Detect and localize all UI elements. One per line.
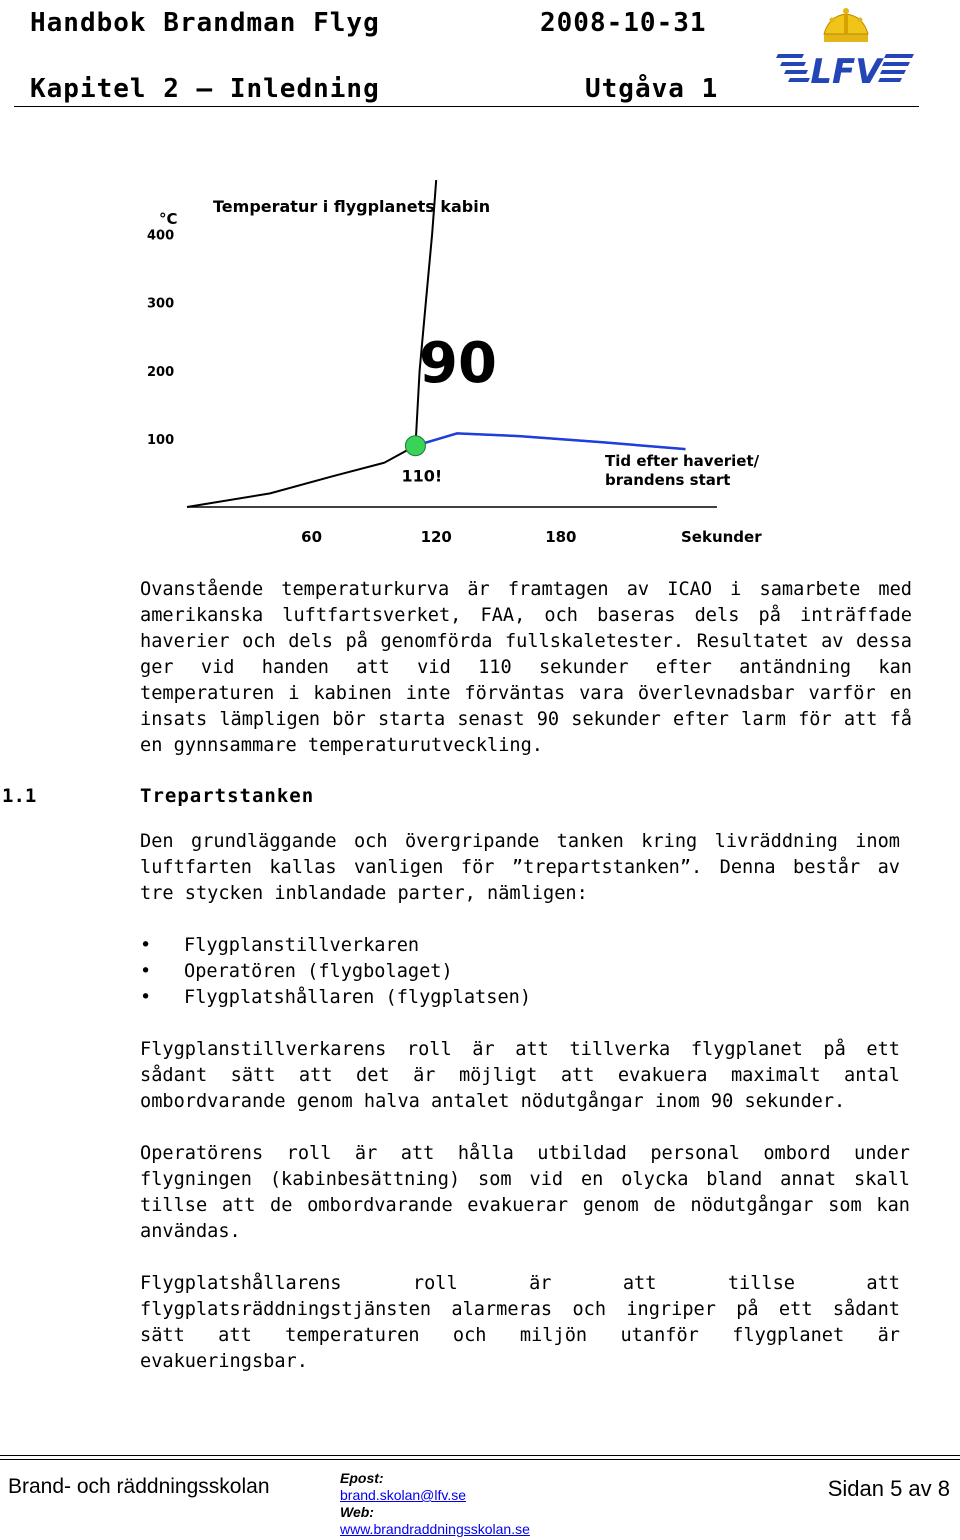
lfv-logo xyxy=(774,6,916,90)
series-line-2 xyxy=(416,180,437,446)
document-title: Handbok Brandman Flyg xyxy=(30,8,380,38)
list-item xyxy=(140,959,531,985)
edition-label: Utgåva 1 xyxy=(585,74,719,104)
y-tick-label: 300 xyxy=(147,296,175,312)
web-label: Web: xyxy=(340,1504,374,1520)
chart-title: Temperatur i flygplanets kabin xyxy=(213,197,491,216)
crown-icon xyxy=(824,8,868,42)
section-number: 1.1 xyxy=(2,785,37,807)
list-item xyxy=(140,933,531,959)
x-axis-label: Sekunder xyxy=(681,528,762,546)
bullet-icon: • xyxy=(140,935,152,956)
email-link[interactable]: brand.skolan@lfv.se xyxy=(340,1487,467,1503)
footer-divider xyxy=(0,1455,960,1456)
list-item xyxy=(140,985,531,1011)
x-tick-label: 120 xyxy=(420,528,452,546)
chapter-title: Kapitel 2 — Inledning xyxy=(30,74,380,104)
critical-point-marker xyxy=(405,436,425,456)
y-axis-label: °C xyxy=(159,210,178,228)
list-item-text: Operatören (flygbolaget) xyxy=(184,961,453,982)
document-date: 2008-10-31 xyxy=(540,8,707,38)
intro-paragraph: Ovanstående temperaturkurva är framtagen av ICAO i samarbete med amerikanska luftfartsverket, FAA, och baseras dels på inträffade haverier och dels på genomförda fullskaletester. Resultatet av dessa ger vid handen att vid 110 sekunder efter antändning kan temperaturen i kabinen inte förväntas vara överlevnadsbar varför en insats lämpligen bör starta senast 90 sekunder efter larm för att få en gynnsammare temperaturutveckling. xyxy=(140,579,912,756)
manufacturer-paragraph: Flygplanstillverkarens roll är att tillverka flygplanet på ett sådant sätt att det är möjligt att evakuera maximalt antal ombordvarande genom halva antalet nödutgångar inom 90 sekunder. xyxy=(140,1039,900,1112)
big-value-label: 90 xyxy=(419,331,497,396)
temperature-chart xyxy=(135,180,795,560)
bullet-icon: • xyxy=(140,987,152,1008)
header-divider xyxy=(14,106,919,107)
operator-paragraph: Operatörens roll är att hålla utbildad personal ombord under flygningen (kabinbesättning) som vid en olycka bland annat skall tillse att de ombordvarande evakuerar genom de nödutgångar som kan användas. xyxy=(140,1143,910,1242)
list-item-text: Flygplatshållaren (flygplatsen) xyxy=(184,987,532,1008)
annotation-line-1: Tid efter haveriet/ xyxy=(605,452,760,470)
page-number: Sidan 5 av 8 xyxy=(827,1476,950,1501)
x-tick-label: 180 xyxy=(545,528,577,546)
footer-divider xyxy=(0,1459,960,1460)
logo-text: LFV xyxy=(810,52,882,90)
series-line-plateau xyxy=(416,433,686,449)
x-tick-label: 60 xyxy=(301,528,323,546)
y-tick-label: 200 xyxy=(147,364,175,380)
airport-paragraph: Flygplatshållarens roll är att tillse att flygplatsräddningstjänsten alarmeras och ingriper på ett sådant sätt att temperaturen och miljön utanför flygplanet är evakueringsbar. xyxy=(140,1273,900,1372)
section-title: Trepartstanken xyxy=(140,785,315,807)
web-link[interactable]: www.brandraddningsskolan.se xyxy=(340,1521,530,1537)
email-label: Epost: xyxy=(340,1470,384,1486)
footer-contact xyxy=(340,1470,530,1538)
y-tick-label: 400 xyxy=(147,228,175,244)
section-intro-paragraph: Den grundläggande och övergripande tanken kring livräddning inom luftfarten kallas vanligen för ”trepartstanken”. Denna består av tre stycken inblandade parter, nämligen: xyxy=(140,831,900,904)
list-item-text: Flygplanstillverkaren xyxy=(184,935,420,956)
parties-list xyxy=(140,933,531,1011)
footer-organization: Brand- och räddningsskolan xyxy=(8,1475,270,1498)
y-tick-label: 100 xyxy=(147,432,175,448)
critical-point-label: 110! xyxy=(401,466,443,486)
annotation-line-2: brandens start xyxy=(605,471,731,489)
bullet-icon: • xyxy=(140,961,152,982)
